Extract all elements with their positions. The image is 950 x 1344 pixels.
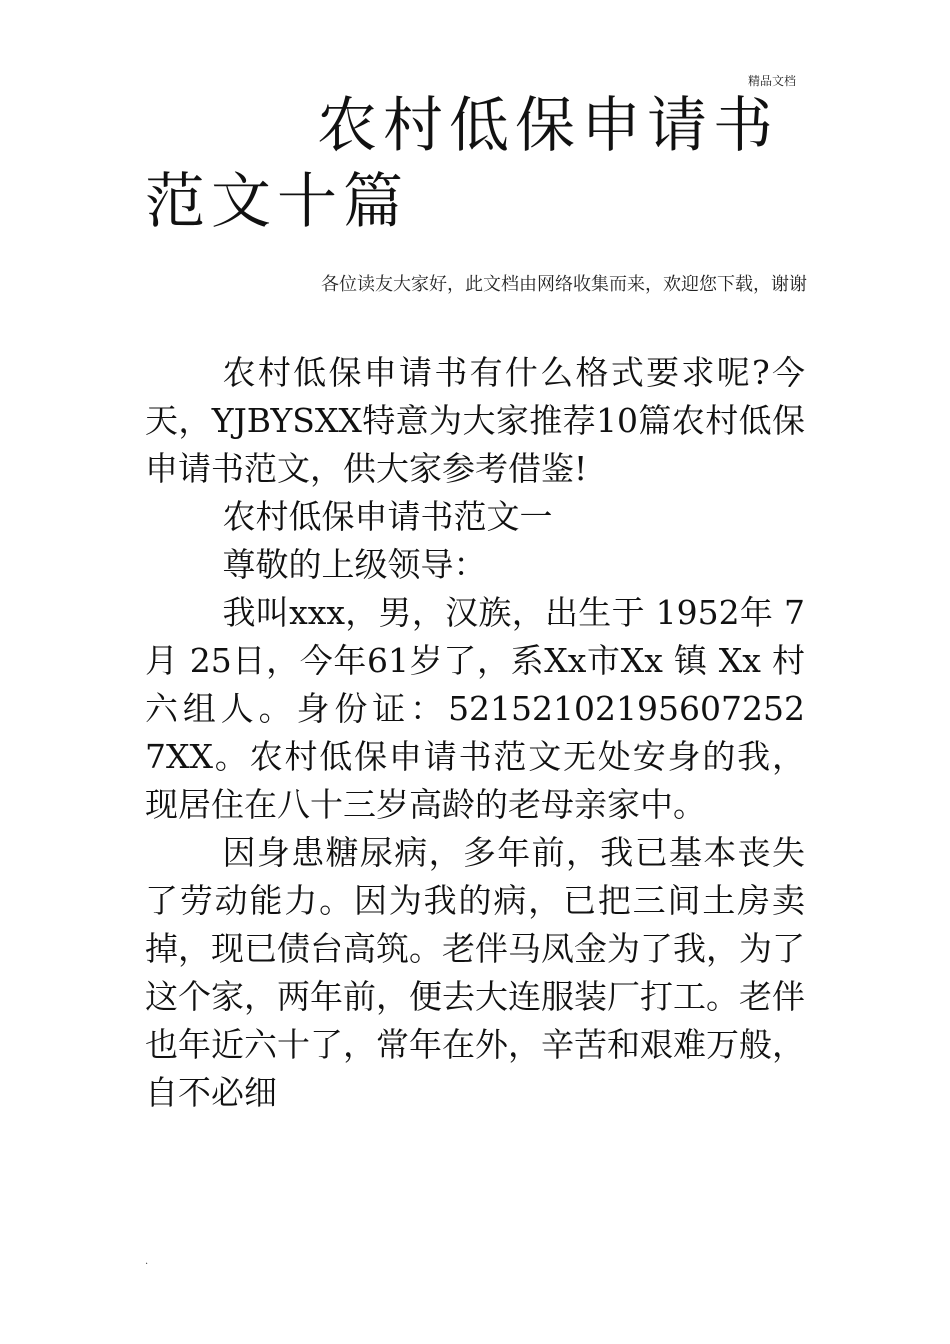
intro-note: 各位读友大家好，此文档由网络收集而来，欢迎您下载，谢谢: [321, 274, 807, 295]
paragraph: 因身患糖尿病，多年前，我已基本丧失了劳动能力。因为我的病，已把三间土房卖掉，现已债台高筑。老伴马凤金为了我，为了这个家，两年前，便去大连服装厂打工。老伴也年近六十了，常年在外，辛苦和艰难万般，自不必细: [145, 833, 805, 1112]
document-title: [145, 88, 815, 240]
header-tag: 精品文档: [748, 74, 797, 88]
document-body: [145, 349, 805, 1117]
salutation: 尊敬的上级领导：: [222, 545, 487, 584]
section-heading: 农村低保申请书范文一: [222, 497, 553, 536]
footer-mark: .: [145, 1256, 149, 1267]
title-text: 农村低保申请书范文十篇: [145, 91, 779, 237]
paragraph: 我叫xxx，男，汉族，出生于 1952年 7月 25日，今年61岁了，系Xx市Xx 镇 Xx 村六组人。身份证：52152102195607252​7XX。农村低保申请书范文无处安身的我，现居住在八十三岁高龄的老母亲家中。: [145, 593, 805, 824]
paragraph: 农村低保申请书有什么格式要求呢?今天，YJBYSXX特意为大家推荐10篇农村低保申请书范文，供大家参考借鉴!: [145, 353, 805, 488]
